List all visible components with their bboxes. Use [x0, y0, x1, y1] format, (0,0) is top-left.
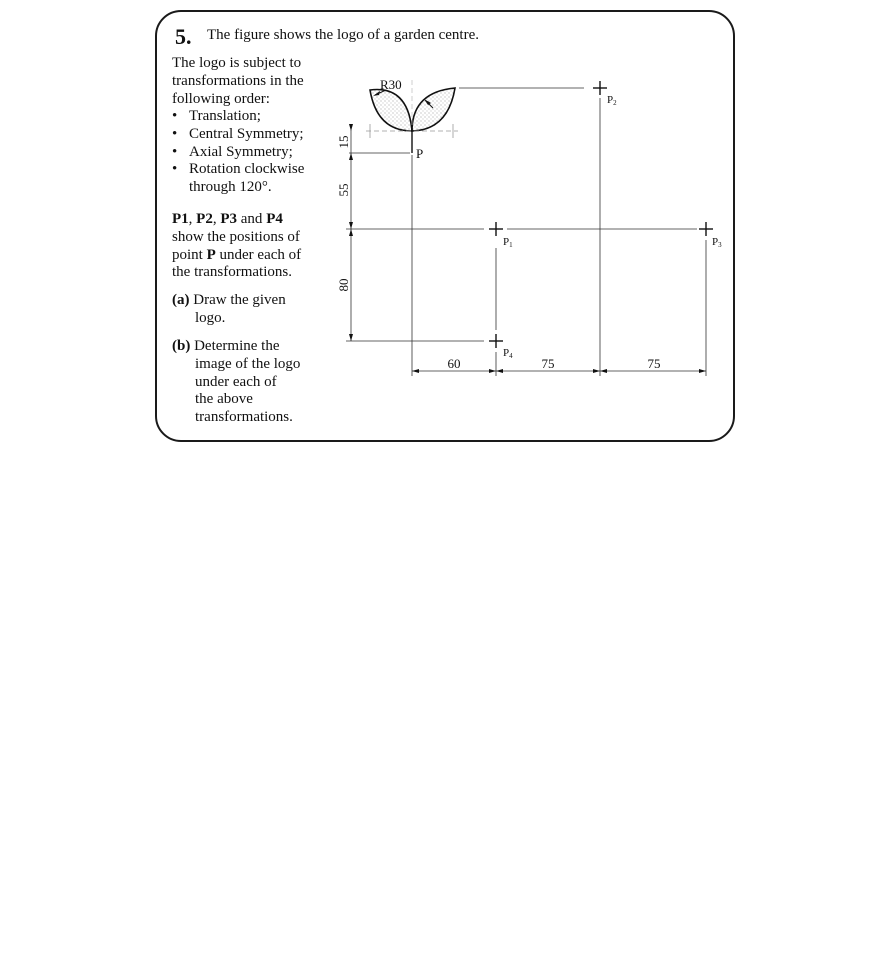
point-p1-marker: [489, 222, 503, 236]
arrowhead: [600, 369, 607, 373]
intro-line: following order:: [172, 90, 270, 107]
point-p3-marker: [699, 222, 713, 236]
point-p4-label: P4: [503, 347, 513, 360]
arrowhead: [349, 229, 353, 236]
radius-label: R30: [380, 77, 402, 92]
left-leaf: [370, 90, 412, 131]
part-b-text: under each of: [195, 373, 277, 390]
separator: ,: [188, 211, 197, 227]
point-p2-marker: [593, 81, 607, 95]
part-b-text: the above: [195, 391, 253, 408]
label-p1: P1: [172, 211, 189, 227]
list-item-label: • Rotation clockwise: [189, 161, 305, 178]
points-note-line: show the positions of: [172, 228, 300, 245]
label-p4: P4: [266, 211, 283, 227]
dimension-label: 80: [336, 278, 351, 292]
part-b-text: image of the logo: [195, 355, 301, 372]
question-number: 5.: [175, 24, 192, 49]
conjunction: and: [237, 211, 267, 227]
question-heading: The figure shows the logo of a garden centre.: [207, 27, 479, 43]
points-note-line: the transformations.: [172, 264, 292, 281]
part-b-text: Determine the: [194, 338, 280, 354]
dimension-label: 60: [447, 356, 461, 371]
part-a-label: (a): [172, 292, 190, 308]
label-p3: P3: [220, 211, 238, 227]
text: point: [172, 246, 207, 263]
dimension-label: 55: [336, 183, 351, 197]
label-p: P: [206, 246, 216, 263]
arrowhead: [496, 369, 503, 373]
list-item-label: Axial Symmetry;: [189, 143, 293, 160]
list-item-label-continued: through 120°.: [189, 179, 272, 196]
arrowhead: [699, 369, 706, 373]
part-a-text: Draw the given: [193, 292, 286, 308]
list-item-label: Translation;: [189, 108, 261, 124]
part-a-text: logo.: [195, 309, 226, 326]
text: under each of: [215, 246, 302, 263]
arrowhead: [489, 369, 496, 373]
arrowhead: [349, 334, 353, 341]
dimension-label: 15: [336, 135, 351, 149]
arrowhead: [593, 369, 600, 373]
logo: [366, 77, 458, 153]
point-p3-label: P3: [712, 236, 722, 249]
arrowhead: [412, 369, 419, 373]
arrowhead: [349, 124, 353, 131]
part-b-label: (b): [172, 338, 191, 354]
intro-line: transformations in the: [172, 72, 304, 89]
part-b-text: transformations.: [195, 409, 293, 426]
point-p1-label: P1: [503, 236, 513, 249]
right-leaf: [412, 88, 455, 131]
intro-line: The logo is subject to: [172, 55, 302, 71]
point-p-label: P: [416, 146, 424, 161]
separator: ,: [212, 211, 221, 227]
arrowhead: [349, 153, 353, 160]
point-markers: [489, 81, 713, 348]
dimension-label: 75: [541, 356, 555, 371]
point-p4-marker: [489, 334, 503, 348]
arrowhead: [349, 222, 353, 229]
list-item-label: Central Symmetry;: [189, 125, 304, 142]
point-p2-label: P2: [607, 94, 617, 107]
dimension-arrows: [349, 124, 706, 373]
dimension-label: 75: [647, 356, 661, 371]
label-p2: P2: [196, 211, 213, 227]
